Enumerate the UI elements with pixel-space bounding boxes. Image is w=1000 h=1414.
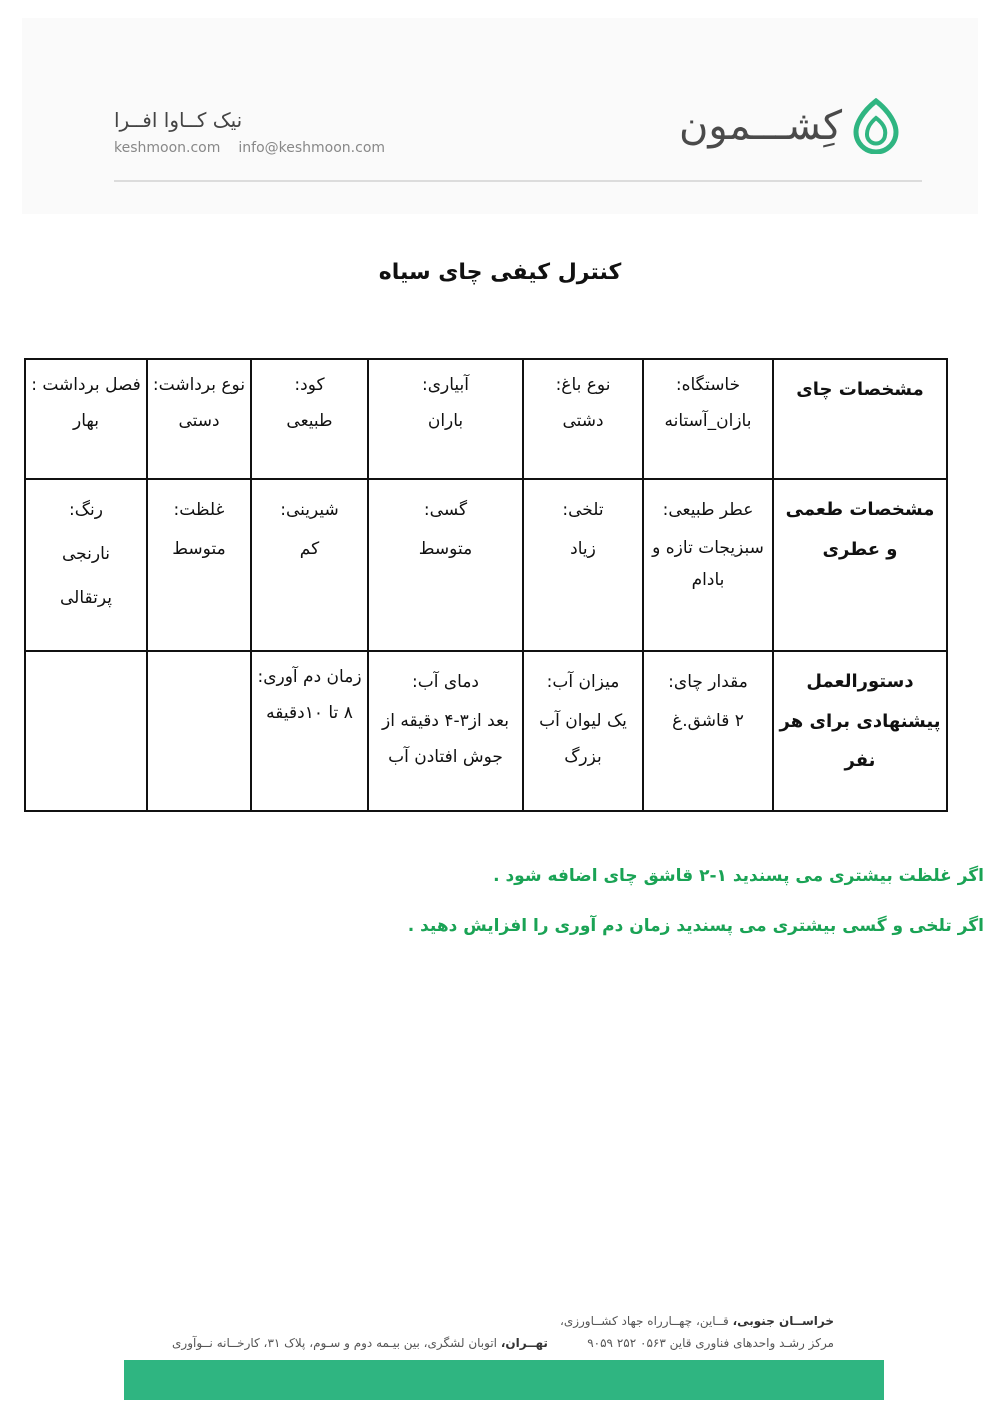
- header-divider: [114, 180, 922, 182]
- table-cell: [643, 651, 773, 811]
- cell-value: بازان_آستانه: [664, 410, 752, 431]
- cell-value: باران: [427, 410, 464, 431]
- cell-label: غلظت:: [173, 500, 225, 520]
- row-header: دستورالعمل پیشنهادی برای هر نفر: [773, 651, 947, 811]
- table-cell: [368, 479, 523, 651]
- table-row-flavor: [25, 479, 947, 651]
- cell-label: میزان آب:: [546, 672, 620, 692]
- cell-value: کم: [299, 539, 320, 560]
- cell-label: خاستگاه:: [675, 375, 741, 395]
- table-cell: [643, 479, 773, 651]
- leaf-logo-icon: [852, 98, 900, 154]
- cell-value: بعد از۳-۴ دقیقه از جوش افتادن آب: [382, 711, 509, 767]
- cell-label: تلخی:: [562, 500, 604, 520]
- cell-value: زیاد: [570, 539, 596, 560]
- cell-label: گسی:: [423, 500, 468, 520]
- cell-label: عطر طبیعی:: [662, 500, 754, 520]
- table-cell: [643, 359, 773, 479]
- cell-value: متوسط: [172, 539, 226, 560]
- table-row-instructions: [25, 651, 947, 811]
- cell-value: متوسط: [418, 539, 473, 560]
- address-region: خراســان جنوبی،: [732, 1314, 834, 1328]
- address-line: اتوبان لشگری، بین بیـمه دوم و سـوم، پلاک ۳۱، کارخــانه نــوآوری: [172, 1336, 498, 1350]
- cell-value: دستی: [178, 410, 220, 431]
- table-cell: [368, 651, 523, 811]
- cell-label: کود:: [294, 375, 325, 395]
- address-south-khorasan: [560, 1310, 834, 1354]
- notes-section: [344, 866, 984, 966]
- cell-value: طبیعی: [286, 410, 333, 431]
- table-cell: [523, 479, 643, 651]
- cell-value: دشتی: [562, 410, 604, 431]
- cell-label: فصل برداشت :: [31, 375, 141, 395]
- table-cell: [251, 359, 368, 479]
- footer: [124, 1310, 884, 1350]
- cell-label: مقدار چای:: [668, 672, 748, 692]
- note-line: اگر تلخی و گسی بیشتری می پسندید زمان دم آوری را افزایش دهید .: [407, 916, 984, 936]
- brand-logo: [679, 96, 900, 156]
- cell-label: نوع برداشت:: [152, 375, 246, 395]
- table-cell: [251, 651, 368, 811]
- table-cell: [368, 359, 523, 479]
- website-link[interactable]: keshmoon.com: [114, 140, 221, 156]
- quality-table: [24, 358, 948, 812]
- company-block: [114, 108, 414, 156]
- table-cell: [147, 479, 251, 651]
- cell-value: یک لیوان آب بزرگ: [539, 711, 627, 767]
- cell-value: ۸ تا ۱۰دقیقه: [266, 702, 353, 723]
- company-contacts: [114, 140, 414, 156]
- cell-label: نوع باغ:: [555, 375, 611, 395]
- cell-value: پرتقالی: [60, 588, 112, 609]
- table-cell: [25, 359, 147, 479]
- table-cell: [147, 359, 251, 479]
- cell-label: رنگ:: [69, 500, 103, 520]
- note-line: اگر غلظت بیشتری می پسندید ۱-۲ قاشق چای اضافه شود .: [493, 866, 984, 886]
- row-header: مشخصات چای: [773, 359, 947, 479]
- table-cell: [251, 479, 368, 651]
- cell-value: نارنجی: [62, 544, 110, 565]
- company-name: نیک کــاوا افــرا: [114, 108, 243, 132]
- table-cell: [523, 651, 643, 811]
- row-header: مشخصات طعمی و عطری: [773, 479, 947, 651]
- document-title: کنترل کیفی چای سیاه: [378, 260, 622, 285]
- email-link[interactable]: info@keshmoon.com: [238, 140, 386, 156]
- address-city: تهــران،: [500, 1336, 548, 1350]
- cell-label: دمای آب:: [411, 672, 480, 692]
- table-cell: [523, 359, 643, 479]
- footer-bar: [124, 1360, 884, 1400]
- table-cell: [147, 651, 251, 811]
- table-row-specs: [25, 359, 947, 479]
- cell-label: زمان دم آوری:: [257, 667, 362, 687]
- address-line: قــاین، چهــارراه جهاد کشــاورزی،: [559, 1314, 729, 1328]
- brand-name: کِشـــمون: [678, 103, 842, 149]
- cell-value: سبزیجات تازه و بادام: [652, 538, 764, 591]
- table-cell: [25, 651, 147, 811]
- address-line: مرکز رشـد واحدهای فناوری قاین ۰۵۶۳ ۲۵۲ ۹۰۵۹: [587, 1336, 834, 1350]
- cell-label: آبیاری:: [421, 375, 469, 395]
- cell-label: شیرینی:: [280, 500, 339, 520]
- address-tehran: [172, 1332, 548, 1354]
- cell-value: بهار: [73, 410, 99, 431]
- table-cell: [25, 479, 147, 651]
- cell-value: ۲ قاشق.غ: [672, 711, 744, 732]
